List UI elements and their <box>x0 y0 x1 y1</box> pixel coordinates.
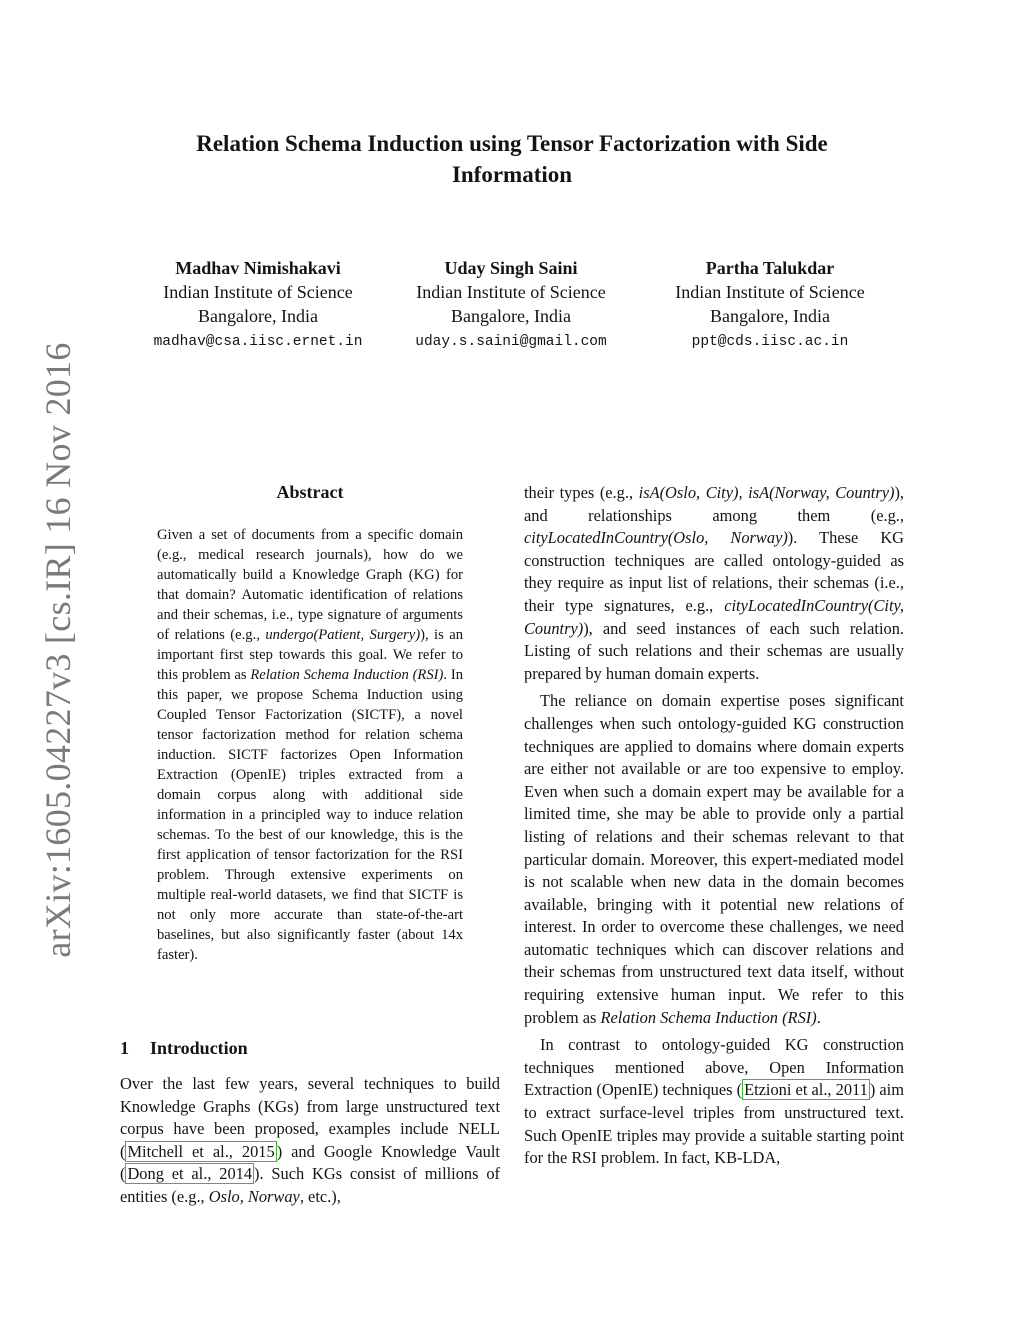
paragraph-text: . <box>816 1007 821 1027</box>
paragraph-text: Over the last few years, several techniques to build Knowledge Graphs (KGs) from large unstructured text corpus have been proposed, examples include NELL ( <box>120 1074 500 1161</box>
section-number: 1 <box>120 1038 129 1058</box>
abstract-heading: Abstract <box>276 482 344 502</box>
abstract-text: . In this paper, we propose Schema Induction using Coupled Tensor Factorization (SICTF), a novel tensor factorization method for relation schema induction. SICTF factorizes Open Information Extraction (OpenIE) triples extracted from a domain corpus along with additional side information in a principled way to induce relation schemas. To the best of our knowledge, this is the first application of tensor factorization for the RSI problem. Through extensive experiments on multiple real-world datasets, we find that SICTF is not only more accurate than state-of-the-art baselines, but also significantly faster (about 14x faster). <box>157 667 463 963</box>
right-column <box>524 482 904 1170</box>
paragraph-text: The reliance on domain expertise poses significant challenges when such ontology-guided KG construction techniques are applied to domains where domain experts are either not available or are too expensive to employ. Even when such a domain expert may be available for a limited time, she may be able to provide only a partial listing of relations and their schemas relevant to that particular domain. Moreover, this expert-mediated model is not scalable when new data in the domain becomes available, bringing with it potential new relations of interest. In order to overcome these challenges, we need automatic techniques which can discover relations and their schemas from unstructured text data itself, without requiring extensive human input. We refer to this problem as <box>524 691 904 1027</box>
paragraph-text: their types (e.g., <box>524 483 639 502</box>
author-affiliation: Indian Institute of Science <box>416 282 606 302</box>
arxiv-stamp: arXiv:1605.04227v3 [cs.IR] 16 Nov 2016 <box>38 342 78 958</box>
paragraph-emphasis: cityLocatedInCountry(Oslo, Norway) <box>524 528 788 548</box>
paragraph-text: ), and seed instances of each such relation. Listing of such relations and their schemas are usually prepared by human domain experts. <box>524 618 904 683</box>
author-location: Bangalore, India <box>451 306 571 326</box>
abstract-text: ), is an important first step towards this goal. We refer to this problem as <box>157 627 463 683</box>
citation-link[interactable]: Etzioni et al., 2011 <box>744 1080 868 1100</box>
citation-link[interactable]: Mitchell et al., 2015 <box>127 1141 275 1161</box>
paragraph-text: ). Such KGs consist of millions of entities (e.g., <box>120 1164 500 1206</box>
paragraph-emphasis: isA(Oslo, City), isA(Norway, Country) <box>638 483 895 502</box>
author-block <box>128 256 388 354</box>
author-name: Madhav Nimishakavi <box>175 258 341 278</box>
author-affiliation: Indian Institute of Science <box>163 282 353 302</box>
abstract-emphasis: undergo(Patient, Surgery) <box>265 627 421 643</box>
paragraph-emphasis: cityLocatedInCountry(City, Country) <box>524 595 904 638</box>
author-email: ppt@cds.iisc.ac.in <box>691 334 849 350</box>
abstract-text: Given a set of documents from a specific domain (e.g., medical research journals), how do we automatically build a Knowledge Graph (KG) for that domain? Automatic identification of relations and their schemas, i.e., type signature of arguments of relations (e.g., <box>157 527 463 643</box>
paragraph-text: ), and relationships among them (e.g., <box>524 483 904 525</box>
intro-paragraph-continued <box>524 482 904 685</box>
author-name: Partha Talukdar <box>705 258 835 278</box>
paragraph-text: ) aim to extract surface-level triples from unstructured text. Such OpenIE triples may provide a suitable starting point for the RSI problem. In fact, KB-LDA, <box>524 1080 904 1168</box>
paragraph-text: ) and Google Knowledge Vault ( <box>120 1141 500 1184</box>
paragraph-emphasis: Oslo, Norway <box>208 1186 300 1206</box>
paragraph-text: In contrast to ontology-guided KG construction techniques mentioned above, Open Information Extraction (OpenIE) techniques ( <box>524 1035 904 1100</box>
author-email: uday.s.saini@gmail.com <box>415 334 607 350</box>
abstract-emphasis: Relation Schema Induction (RSI) <box>250 667 444 683</box>
author-affiliation: Indian Institute of Science <box>675 282 865 302</box>
author-block <box>640 256 900 354</box>
intro-paragraph <box>524 1034 904 1170</box>
paragraph-text: ). These KG construction techniques are called ontology-guided as they require as input list of relations, their schemas (i.e., their type signatures, e.g., <box>524 528 904 615</box>
paragraph-emphasis: Relation Schema Induction (RSI) <box>600 1007 817 1027</box>
author-block <box>381 256 641 354</box>
paragraph-text: , etc.), <box>299 1186 341 1206</box>
author-email: madhav@csa.iisc.ernet.in <box>153 334 363 350</box>
section-heading-introduction <box>120 1038 500 1059</box>
intro-paragraph <box>120 1073 500 1209</box>
paper-title: Relation Schema Induction using Tensor Factorization with Side Information <box>196 131 828 187</box>
intro-paragraph <box>524 690 904 1029</box>
author-name: Uday Singh Saini <box>444 258 578 278</box>
author-location: Bangalore, India <box>198 306 318 326</box>
section-title: Introduction <box>150 1038 248 1058</box>
author-location: Bangalore, India <box>710 306 830 326</box>
citation-link[interactable]: Dong et al., 2014 <box>127 1164 253 1184</box>
abstract-body <box>157 525 463 965</box>
